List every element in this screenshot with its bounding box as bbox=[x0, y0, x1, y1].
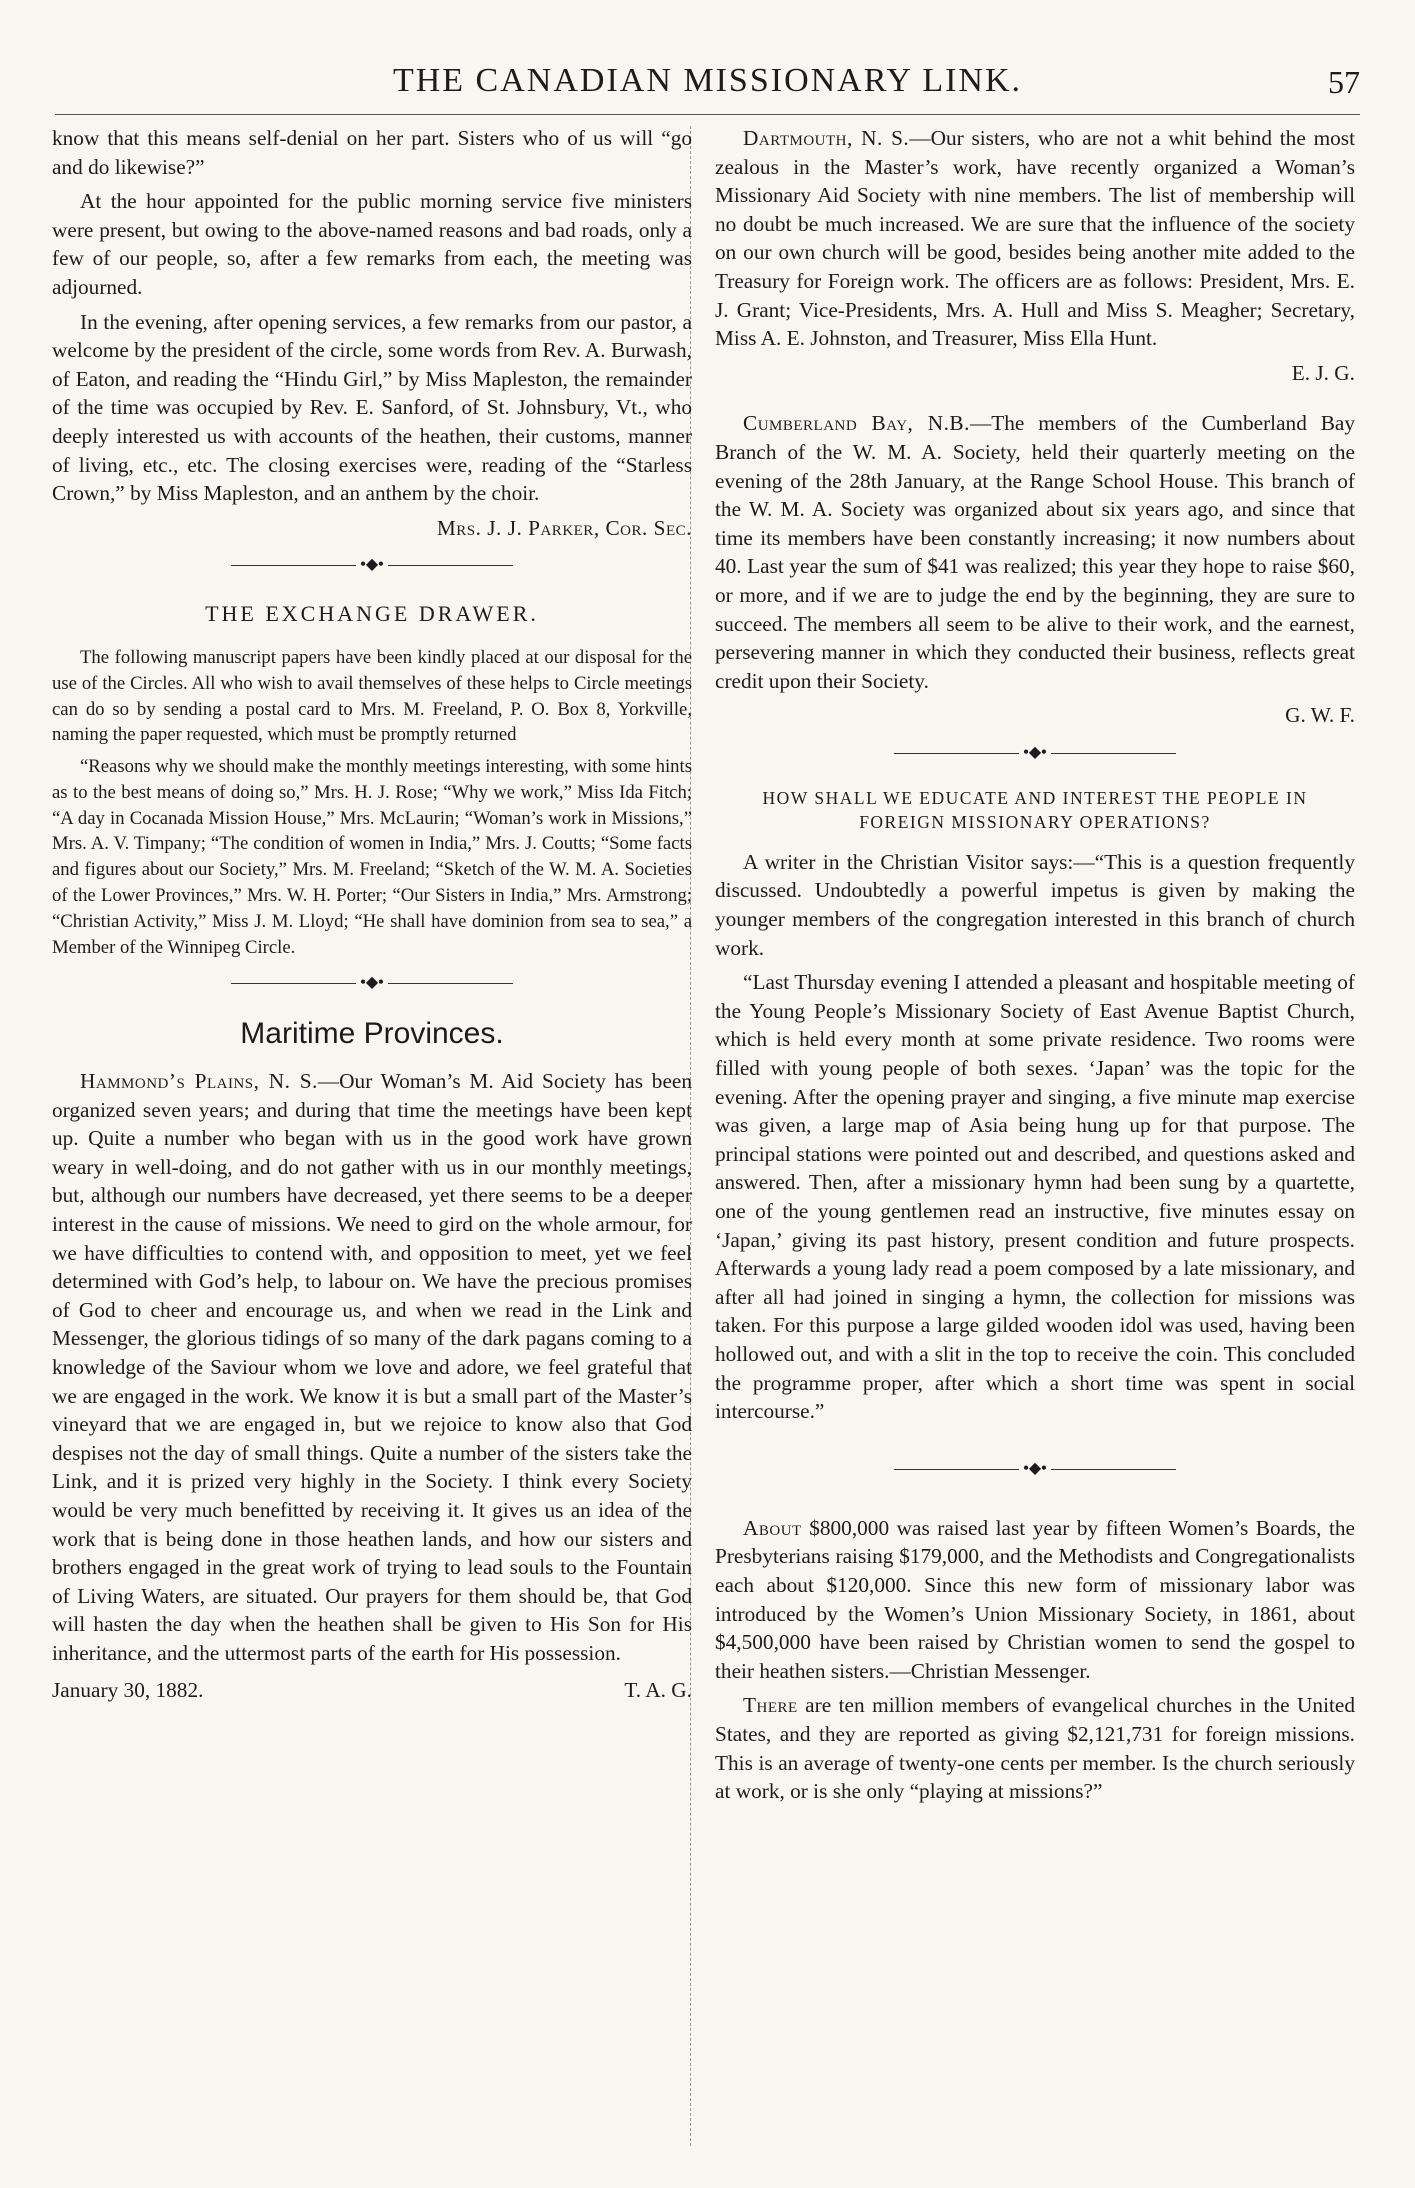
place-lead: Cumberland Bay, N.B. bbox=[743, 411, 970, 436]
para-lead: There bbox=[743, 1693, 798, 1718]
article-paragraph: At the hour appointed for the public morning service five ministers were present, but owing to the above-named reasons and bad roads, only a few of our people, so, after a few remarks from each, the meeting was adjourned. bbox=[52, 189, 692, 299]
ornament-glyph: •◆• bbox=[356, 974, 388, 991]
article-text: $800,000 was raised last year by fifteen Women’s Boards, the Presbyterians raising $179,000, and the Methodists and Congregationalists each about $120,000. Since this new form of missionary labor was introduced by the Women’s Union Missionary Society, in 1861, about $4,500,000 have been raised by Christian women to send the gospel to their heathen sisters.—Christian Messenger. bbox=[715, 1515, 1355, 1683]
place-lead: Dartmouth, N. S. bbox=[743, 126, 910, 150]
place-lead: Hammond’s Plains, N. S. bbox=[80, 1069, 318, 1094]
ornament-glyph: •◆• bbox=[356, 556, 388, 573]
dateline: January 30, 1882. bbox=[52, 1677, 204, 1702]
signature: G. W. F. bbox=[1285, 703, 1355, 728]
ornament-divider bbox=[52, 970, 692, 998]
section-heading: THE EXCHANGE DRAWER. bbox=[205, 601, 539, 627]
article-paragraph bbox=[715, 409, 1355, 695]
ornament-divider bbox=[52, 552, 692, 580]
ornament-glyph: •◆• bbox=[1019, 1460, 1051, 1477]
article-paragraph: know that this means self-denial on her part. Sisters who of us will “go and do likewise?” bbox=[52, 126, 692, 179]
article-paragraph: “Reasons why we should make the monthly meetings interesting, with some hints as to the best means of doing so,” Mrs. H. J. Rose; “Why we work,” Miss Ida Fitch; “A day in Cocanada Mission House,” Mrs. McLaurin; “Woman’s work in Missions,” Mrs. A. V. Timpany; “The condition of women in India,” Mrs. J. Coutts; “Some facts and figures about our Society,” Mrs. M. Freeland; “Sketch of the W. M. A. Societies of the Lower Provinces,” Mrs. W. H. Porter; “Our Sisters in India,” Mrs. Armstrong; “Christian Activity,” Miss J. M. Lloyd; “He shall have dominion from sea to sea,” a Member of the Winnipeg Circle. bbox=[52, 756, 692, 958]
article-paragraph: “Last Thursday evening I attended a pleasant and hospitable meeting of the Young People’s Missionary Society of East Avenue Baptist Church, which is held every month at some private residence. Two rooms were filled with young people of both sexes. ‘Japan’ was the topic for the evening. After the opening prayer and singing, a five minute map exercise was given, a large map of Asia being hung up for that purpose. The principal stations were pointed out and described, and questions asked and answered. Then, after a missionary hymn had been sung by a quartette, one of the young gentlemen read an instructive, five minutes essay on ‘Japan,’ giving its past history, present condition and future prospects. Afterwards a young lady read a poem composed by a late missionary, and after all had joined in singing a hymn, the collection for missions was taken. For this purpose a large gilded wooden idol was used, having been hollowed out, and with a slit in the top to receive the coin. This concluded the programme proper, after which a short time was spent in social intercourse.” bbox=[715, 970, 1355, 1424]
ornament-divider bbox=[715, 740, 1355, 768]
article-paragraph: The following manuscript papers have been kindly placed at our disposal for the use of the Circles. All who wish to avail themselves of these helps to Circle meetings can do so by sending a postal card to Mrs. M. Freeland, P. O. Box 8, Yorkville, naming the paper requested, which must be promptly returned bbox=[52, 646, 692, 746]
para-lead: About bbox=[743, 1515, 802, 1540]
section-heading: HOW SHALL WE EDUCATE AND INTEREST THE PEOPLE IN FOREIGN MISSIONARY OPERATIONS? bbox=[762, 787, 1308, 832]
article-paragraph bbox=[715, 1514, 1355, 1686]
page-number: 57 bbox=[1328, 64, 1360, 100]
article-paragraph: In the evening, after opening services, a few remarks from our pastor, a welcome by the president of the circle, some words from Rev. A. Burwash, of Eaton, and reading the “Hindu Girl,” by Miss Mapleston, the remainder of the time was occupied by Rev. E. Sanford, of St. Johnsbury, Vt., who deeply interested us with accounts of the heathen, their customs, manner of living, etc., etc. The closing exercises were, reading of the “Starless Crown,” by Miss Mapleston, and an anthem by the choir. bbox=[52, 309, 692, 506]
dateline-row bbox=[52, 1676, 692, 1705]
masthead-title: THE CANADIAN MISSIONARY LINK. bbox=[392, 62, 1023, 99]
signature: E. J. G. bbox=[1291, 360, 1355, 385]
running-head bbox=[0, 62, 1415, 112]
article-paragraph bbox=[52, 1067, 692, 1667]
article-paragraph bbox=[715, 124, 1355, 353]
section-heading: Maritime Provinces. bbox=[240, 1017, 504, 1051]
left-column bbox=[52, 124, 692, 2154]
ornament-glyph: •◆• bbox=[1019, 744, 1051, 761]
article-text: are ten million members of evangelical churches in the United States, and they are reported as giving $2,121,731 for foreign missions. This is an average of twenty-one cents per member. Is the church seriously at work, or is she only “playing at missions?” bbox=[715, 1693, 1355, 1804]
article-paragraph: A writer in the Christian Visitor says:—“This is a question frequently discussed. Undoubtedly a powerful impetus is given by making the younger members of the congregation interested in this branch of church work. bbox=[715, 849, 1355, 960]
article-text: —Our Woman’s M. Aid Society has been organized seven years; and during that time the meetings have been kept up. Quite a number who began with us in the good work have grown weary in well-doing, and do not gather with us in our monthly meetings, but, although our numbers have decreased, yet there seems to be a deeper interest in the cause of missions. We need to gird on the whole armour, for we have difficulties to contend with, and opposition to meet, yet we feel determined with God’s help, to labour on. We have the precious promises of God to cheer and encourage us, and when we read in the Link and Messenger, the glorious tidings of so many of the dark pagans coming to a knowledge of the Saviour whom we love and adore, we feel grateful that we are engaged in the work. We know it is but a small part of the Master’s vineyard that we are engaged in, but we rejoice to know also that God despises not the day of small things. Quite a number of the sisters take the Link, and it is prized very highly in the Society. I think every Society would be very much benefitted by receiving it. It gives us an idea of the work that is being done in those heathen lands, and how our sisters and brothers engaged in the great work of trying to lead souls to the Fountain of Living Waters, are situated. Our prayers for them should be, that God will hasten the day when the heathen shall be given to His Son for His inheritance, and the uttermost parts of the earth for His possession. bbox=[52, 1069, 692, 1665]
signature: T. A. G. bbox=[624, 1677, 692, 1702]
signature: Mrs. J. J. Parker, Cor. Sec. bbox=[436, 515, 692, 540]
article-paragraph bbox=[715, 1691, 1355, 1805]
article-text: —Our sisters, who are not a whit behind the most zealous in the Master’s work, have recently organized a Woman’s Missionary Aid Society with nine members. The list of membership will no doubt be much increased. We are sure that the influence of the society on our own church will be good, besides being another mite added to the Treasury for Foreign work. The officers are as follows: President, Mrs. E. J. Grant; Vice-Presidents, Mrs. A. Hull and Miss S. Meagher; Secretary, Miss A. E. Johnston, and Treasurer, Miss Ella Hunt. bbox=[715, 126, 1355, 351]
article-text: —The members of the Cumberland Bay Branch of the W. M. A. Society, held their quarterly meeting on the evening of the 28th January, at the Range School House. This branch of the W. M. A. Society was organized about six years ago, and since that time its members have been constantly increasing; it now numbers about 40. Last year the sum of $41 was realized; this year they hope to raise $60, or more, and if we are to judge the end by the beginning, they are sure to succeed. The members all seem to be alive to their work, and the earnest, persevering manner in which they conducted their business, reflects great credit upon their Society. bbox=[715, 411, 1355, 693]
right-column bbox=[715, 124, 1355, 2154]
ornament-divider bbox=[715, 1456, 1355, 1484]
header-rule bbox=[55, 114, 1360, 115]
